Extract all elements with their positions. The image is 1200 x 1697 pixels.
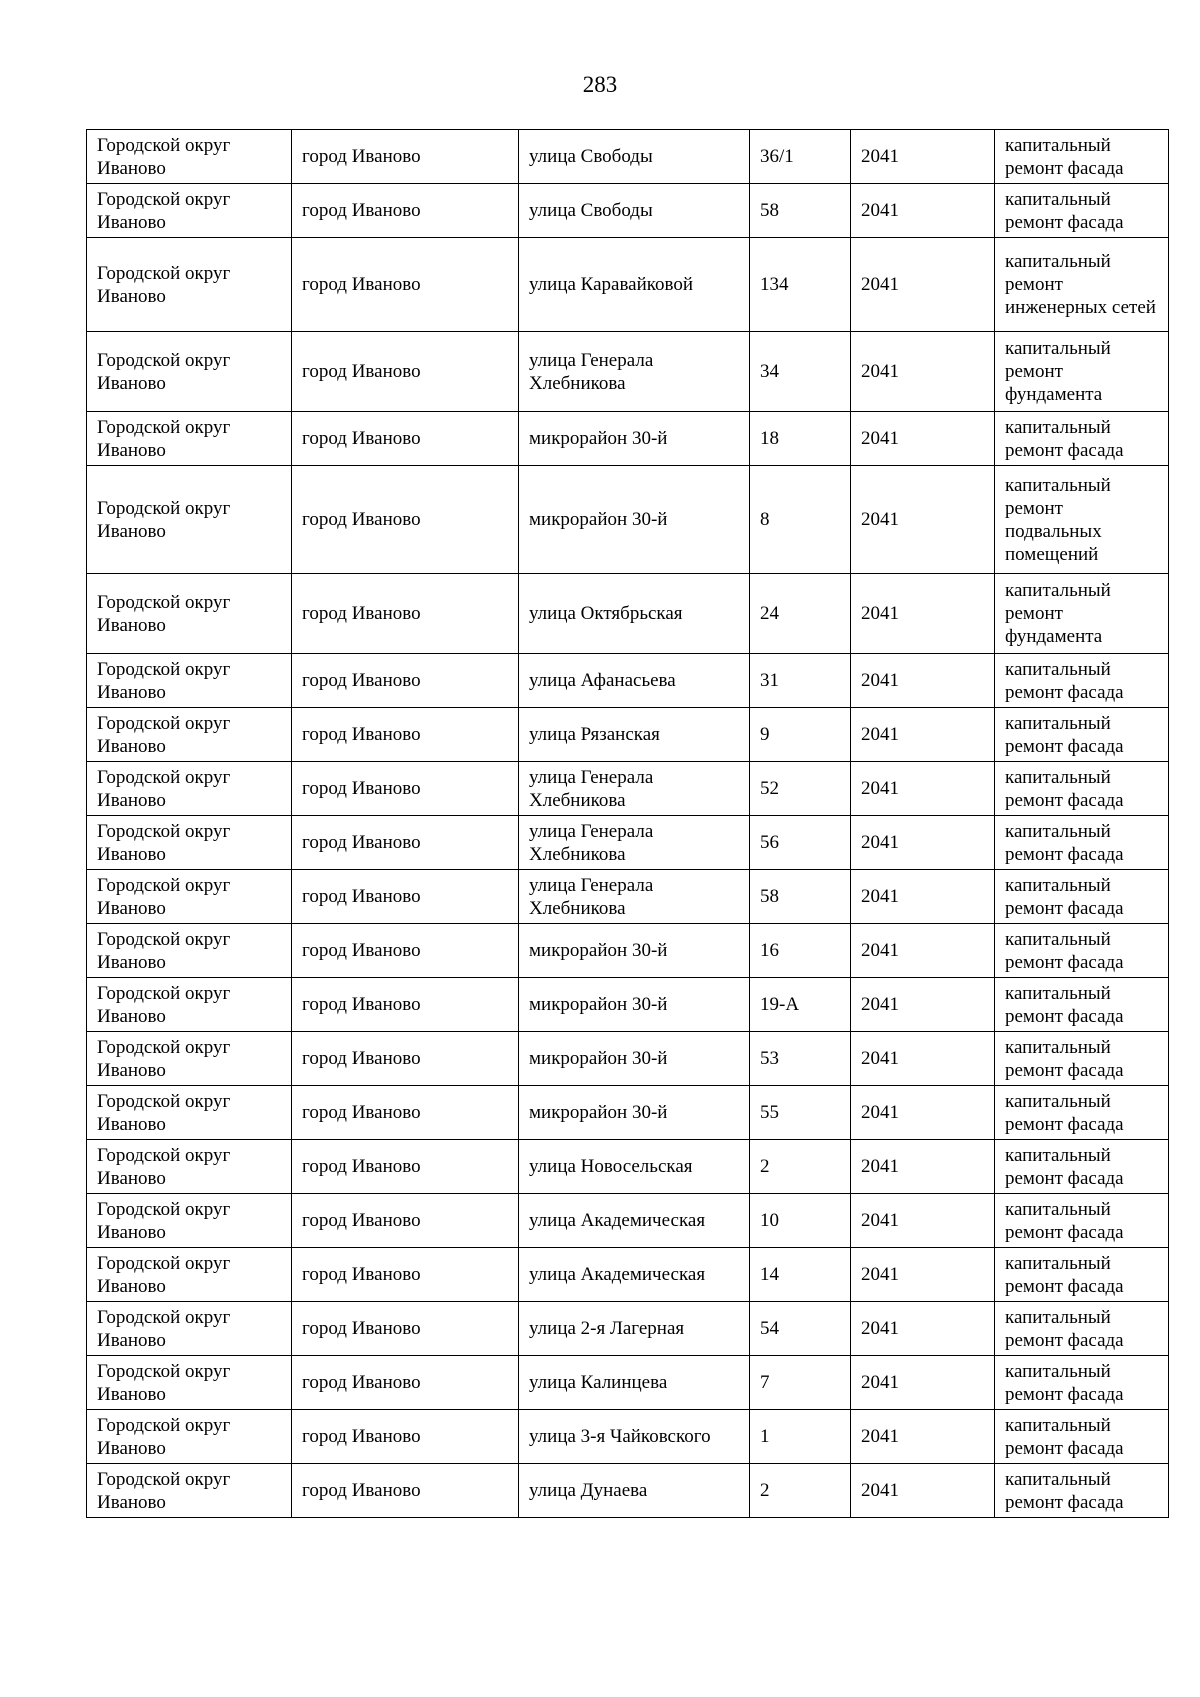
year-cell: 2041 [851, 1356, 995, 1410]
city-cell: город Иваново [292, 1086, 519, 1140]
district-cell: Городской округ Иваново [87, 1356, 292, 1410]
repair-type-cell: капитальный ремонт фасада [995, 1464, 1169, 1518]
city-cell: город Иваново [292, 1140, 519, 1194]
year-cell: 2041 [851, 924, 995, 978]
year-cell: 2041 [851, 1410, 995, 1464]
street-cell: улица Рязанская [519, 708, 750, 762]
district-cell: Городской округ Иваново [87, 130, 292, 184]
street-cell: улица Каравайковой [519, 238, 750, 332]
house-number-cell: 31 [750, 654, 851, 708]
street-cell: улица Генерала Хлебникова [519, 332, 750, 412]
repair-type-cell: капитальный ремонт фасада [995, 762, 1169, 816]
repair-type-cell: капитальный ремонт фасада [995, 1140, 1169, 1194]
city-cell: город Иваново [292, 978, 519, 1032]
repair-type-cell: капитальный ремонт фундамента [995, 574, 1169, 654]
year-cell: 2041 [851, 238, 995, 332]
house-number-cell: 10 [750, 1194, 851, 1248]
year-cell: 2041 [851, 574, 995, 654]
district-cell: Городской округ Иваново [87, 816, 292, 870]
city-cell: город Иваново [292, 1032, 519, 1086]
street-cell: улица Афанасьева [519, 654, 750, 708]
year-cell: 2041 [851, 1464, 995, 1518]
house-number-cell: 55 [750, 1086, 851, 1140]
street-cell: микрорайон 30-й [519, 466, 750, 574]
district-cell: Городской округ Иваново [87, 1248, 292, 1302]
district-cell: Городской округ Иваново [87, 1464, 292, 1518]
repair-type-cell: капитальный ремонт фасада [995, 1302, 1169, 1356]
district-cell: Городской округ Иваново [87, 1194, 292, 1248]
house-number-cell: 58 [750, 870, 851, 924]
city-cell: город Иваново [292, 924, 519, 978]
district-cell: Городской округ Иваново [87, 1140, 292, 1194]
street-cell: улица Генерала Хлебникова [519, 870, 750, 924]
house-number-cell: 9 [750, 708, 851, 762]
repair-type-cell: капитальный ремонт фасада [995, 1356, 1169, 1410]
house-number-cell: 14 [750, 1248, 851, 1302]
street-cell: улица Калинцева [519, 1356, 750, 1410]
year-cell: 2041 [851, 708, 995, 762]
repair-type-cell: капитальный ремонт фасада [995, 870, 1169, 924]
repair-type-cell: капитальный ремонт инженерных сетей [995, 238, 1169, 332]
street-cell: улица Свободы [519, 184, 750, 238]
district-cell: Городской округ Иваново [87, 184, 292, 238]
house-number-cell: 34 [750, 332, 851, 412]
year-cell: 2041 [851, 1140, 995, 1194]
house-number-cell: 19-А [750, 978, 851, 1032]
city-cell: город Иваново [292, 238, 519, 332]
year-cell: 2041 [851, 762, 995, 816]
street-cell: улица Новосельская [519, 1140, 750, 1194]
table-body [87, 130, 1169, 1518]
year-cell: 2041 [851, 130, 995, 184]
district-cell: Городской округ Иваново [87, 466, 292, 574]
city-cell: город Иваново [292, 1464, 519, 1518]
street-cell: микрорайон 30-й [519, 412, 750, 466]
repair-type-cell: капитальный ремонт фасада [995, 924, 1169, 978]
repair-type-cell: капитальный ремонт фасада [995, 816, 1169, 870]
city-cell: город Иваново [292, 816, 519, 870]
street-cell: улица Генерала Хлебникова [519, 816, 750, 870]
repair-type-cell: капитальный ремонт фасада [995, 412, 1169, 466]
table-row [87, 412, 1169, 466]
year-cell: 2041 [851, 412, 995, 466]
repair-type-cell: капитальный ремонт фасада [995, 130, 1169, 184]
house-number-cell: 2 [750, 1464, 851, 1518]
district-cell: Городской округ Иваново [87, 762, 292, 816]
house-number-cell: 8 [750, 466, 851, 574]
city-cell: город Иваново [292, 762, 519, 816]
street-cell: улица Генерала Хлебникова [519, 762, 750, 816]
table-row [87, 1194, 1169, 1248]
house-number-cell: 1 [750, 1410, 851, 1464]
page-number: 283 [582, 72, 618, 97]
house-number-cell: 54 [750, 1302, 851, 1356]
district-cell: Городской округ Иваново [87, 870, 292, 924]
city-cell: город Иваново [292, 654, 519, 708]
district-cell: Городской округ Иваново [87, 574, 292, 654]
city-cell: город Иваново [292, 412, 519, 466]
street-cell: микрорайон 30-й [519, 1032, 750, 1086]
table-row [87, 130, 1169, 184]
table-row [87, 1140, 1169, 1194]
repair-type-cell: капитальный ремонт фасада [995, 1194, 1169, 1248]
city-cell: город Иваново [292, 1410, 519, 1464]
year-cell: 2041 [851, 1302, 995, 1356]
house-number-cell: 18 [750, 412, 851, 466]
table-row [87, 1302, 1169, 1356]
year-cell: 2041 [851, 978, 995, 1032]
table-row [87, 816, 1169, 870]
table-row [87, 1410, 1169, 1464]
repair-type-cell: капитальный ремонт фасада [995, 1032, 1169, 1086]
street-cell: улица Академическая [519, 1248, 750, 1302]
repair-type-cell: капитальный ремонт фундамента [995, 332, 1169, 412]
street-cell: улица 2-я Лагерная [519, 1302, 750, 1356]
table-row [87, 332, 1169, 412]
city-cell: город Иваново [292, 1302, 519, 1356]
city-cell: город Иваново [292, 1248, 519, 1302]
repair-type-cell: капитальный ремонт фасада [995, 1086, 1169, 1140]
table-row [87, 978, 1169, 1032]
table-row [87, 184, 1169, 238]
city-cell: город Иваново [292, 332, 519, 412]
district-cell: Городской округ Иваново [87, 1032, 292, 1086]
district-cell: Городской округ Иваново [87, 654, 292, 708]
house-number-cell: 24 [750, 574, 851, 654]
year-cell: 2041 [851, 1086, 995, 1140]
district-cell: Городской округ Иваново [87, 1086, 292, 1140]
district-cell: Городской округ Иваново [87, 1410, 292, 1464]
repair-type-cell: капитальный ремонт фасада [995, 184, 1169, 238]
repair-type-cell: капитальный ремонт фасада [995, 708, 1169, 762]
house-number-cell: 53 [750, 1032, 851, 1086]
table-row [87, 1356, 1169, 1410]
city-cell: город Иваново [292, 1356, 519, 1410]
district-cell: Городской округ Иваново [87, 924, 292, 978]
street-cell: улица 3-я Чайковского [519, 1410, 750, 1464]
year-cell: 2041 [851, 1248, 995, 1302]
district-cell: Городской округ Иваново [87, 1302, 292, 1356]
district-cell: Городской округ Иваново [87, 978, 292, 1032]
street-cell: улица Октябрьская [519, 574, 750, 654]
city-cell: город Иваново [292, 466, 519, 574]
table-row [87, 466, 1169, 574]
house-number-cell: 52 [750, 762, 851, 816]
table-row [87, 1086, 1169, 1140]
street-cell: улица Академическая [519, 1194, 750, 1248]
table-row [87, 238, 1169, 332]
year-cell: 2041 [851, 466, 995, 574]
house-number-cell: 134 [750, 238, 851, 332]
table-row [87, 574, 1169, 654]
district-cell: Городской округ Иваново [87, 332, 292, 412]
city-cell: город Иваново [292, 1194, 519, 1248]
repair-type-cell: капитальный ремонт фасада [995, 1410, 1169, 1464]
repair-type-cell: капитальный ремонт фасада [995, 978, 1169, 1032]
year-cell: 2041 [851, 332, 995, 412]
table-row [87, 1032, 1169, 1086]
repair-type-cell: капитальный ремонт подвальных помещений [995, 466, 1169, 574]
table-row [87, 654, 1169, 708]
table-row [87, 924, 1169, 978]
table-row [87, 1464, 1169, 1518]
house-number-cell: 2 [750, 1140, 851, 1194]
repair-type-cell: капитальный ремонт фасада [995, 654, 1169, 708]
year-cell: 2041 [851, 1032, 995, 1086]
table-row [87, 708, 1169, 762]
housing-repair-table [86, 129, 1169, 1518]
district-cell: Городской округ Иваново [87, 412, 292, 466]
city-cell: город Иваново [292, 708, 519, 762]
house-number-cell: 7 [750, 1356, 851, 1410]
house-number-cell: 36/1 [750, 130, 851, 184]
street-cell: микрорайон 30-й [519, 1086, 750, 1140]
year-cell: 2041 [851, 1194, 995, 1248]
table-row [87, 762, 1169, 816]
house-number-cell: 16 [750, 924, 851, 978]
city-cell: город Иваново [292, 870, 519, 924]
repair-type-cell: капитальный ремонт фасада [995, 1248, 1169, 1302]
district-cell: Городской округ Иваново [87, 708, 292, 762]
district-cell: Городской округ Иваново [87, 238, 292, 332]
table-row [87, 1248, 1169, 1302]
street-cell: микрорайон 30-й [519, 978, 750, 1032]
street-cell: улица Свободы [519, 130, 750, 184]
street-cell: микрорайон 30-й [519, 924, 750, 978]
house-number-cell: 58 [750, 184, 851, 238]
year-cell: 2041 [851, 184, 995, 238]
year-cell: 2041 [851, 654, 995, 708]
city-cell: город Иваново [292, 574, 519, 654]
city-cell: город Иваново [292, 184, 519, 238]
city-cell: город Иваново [292, 130, 519, 184]
street-cell: улица Дунаева [519, 1464, 750, 1518]
year-cell: 2041 [851, 816, 995, 870]
table-row [87, 870, 1169, 924]
year-cell: 2041 [851, 870, 995, 924]
house-number-cell: 56 [750, 816, 851, 870]
